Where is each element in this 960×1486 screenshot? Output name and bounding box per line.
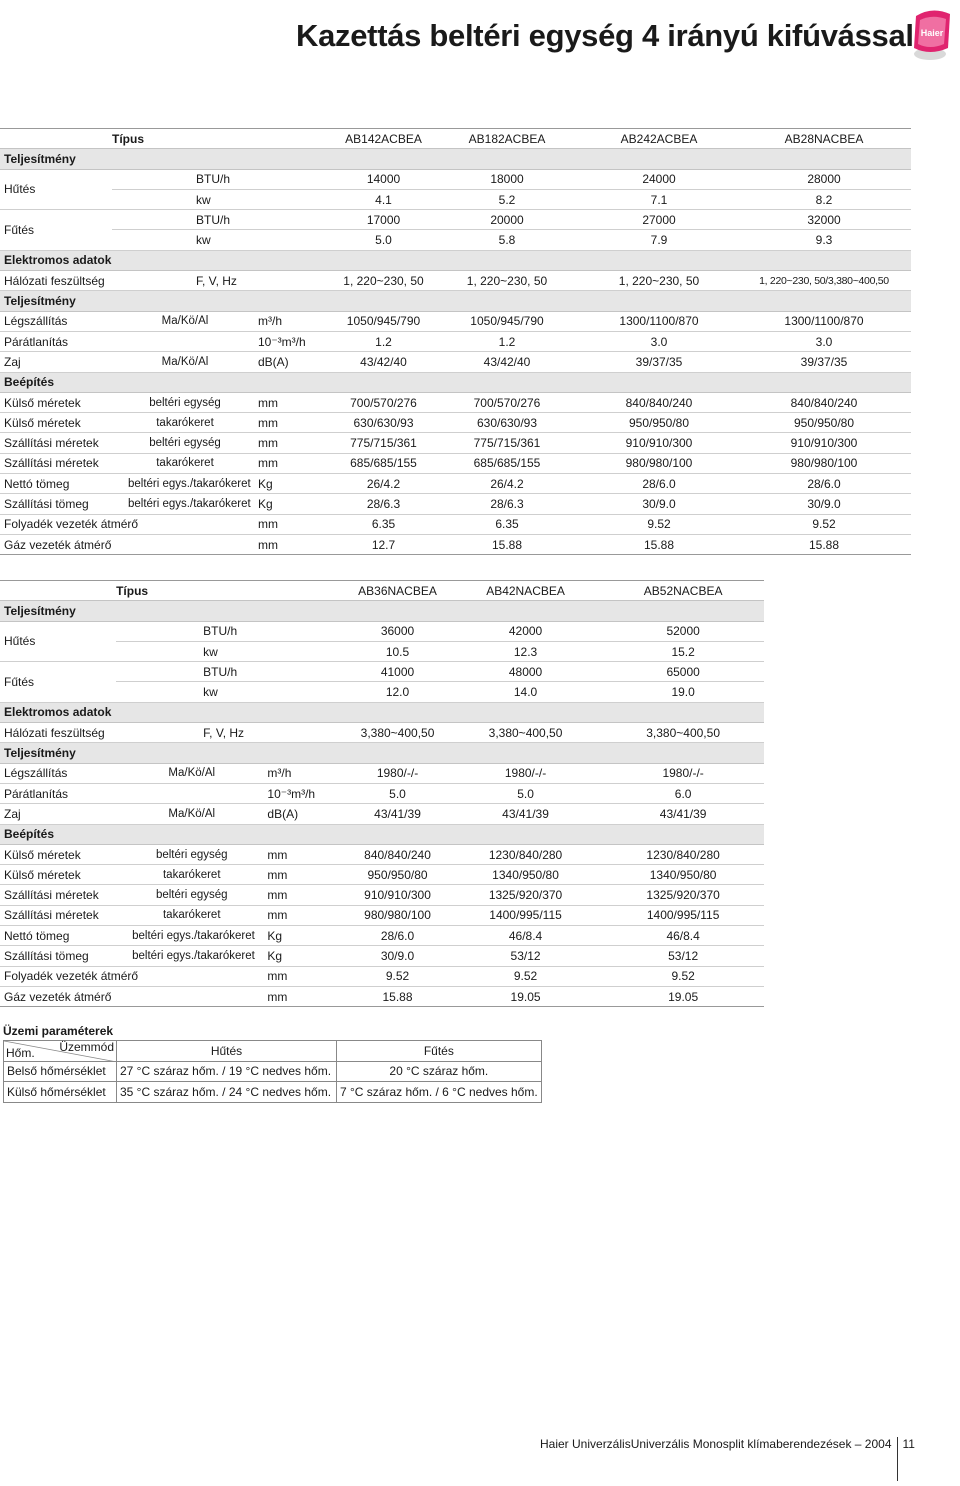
table-cell: Hálózati feszültség: [0, 271, 196, 291]
table-cell: Elektromos adatok: [0, 250, 911, 270]
col-futes: Fűtés: [337, 1041, 542, 1062]
table-cell: Külső méretek: [0, 865, 116, 885]
table-cell: 980/980/100: [737, 453, 911, 473]
table-cell: [116, 621, 203, 641]
table-cell: 28/6.0: [581, 474, 737, 494]
section-header: [0, 372, 911, 392]
table-cell: dB(A): [258, 352, 334, 372]
table-cell: 42000: [449, 621, 602, 641]
table-cell: Kg: [258, 474, 334, 494]
table-cell: Teljesítmény: [0, 743, 764, 763]
table-cell: 14.0: [449, 682, 602, 702]
table-cell: 28/6.0: [346, 926, 449, 946]
table-cell: mm: [258, 413, 334, 433]
table-cell: 1300/1100/870: [737, 311, 911, 331]
table-cell: Szállítási méretek: [0, 885, 116, 905]
table-cell: 28/6.0: [737, 474, 911, 494]
table-row: [0, 352, 911, 372]
table-cell: Gáz vezeték átmérő: [0, 986, 267, 1006]
table-cell: 5.0: [449, 783, 602, 803]
table-cell: 775/715/361: [334, 433, 433, 453]
table-cell: 950/950/80: [346, 865, 449, 885]
table-cell: 1.2: [334, 331, 433, 351]
table-row: [0, 271, 911, 291]
table-cell: 20000: [433, 210, 581, 230]
table-cell: Teljesítmény: [0, 601, 764, 621]
table-cell: kw: [203, 682, 267, 702]
table-row: [0, 885, 764, 905]
ops-row: [4, 1061, 542, 1082]
table-cell: mm: [267, 905, 346, 925]
spec-table-2: [0, 580, 764, 1007]
table-cell: [258, 230, 334, 250]
table-cell: 630/630/93: [433, 413, 581, 433]
table-cell: 1, 220~230, 50: [334, 271, 433, 291]
table-cell: 43/41/39: [449, 804, 602, 824]
table-cell: 43/41/39: [602, 804, 764, 824]
footer-text: Haier UniverzálisUniverzális Monosplit klímaberendezések – 2004: [540, 1437, 892, 1451]
table-cell: takarókeret: [116, 905, 267, 925]
table-cell: 9.52: [602, 966, 764, 986]
logo-text: Haier: [920, 28, 944, 38]
table-row: [0, 723, 764, 743]
table-cell: [267, 682, 346, 702]
table-cell: Beépítés: [0, 372, 911, 392]
table-cell: Ma/Kö/Al: [116, 804, 267, 824]
table-cell: Nettó tömeg: [0, 926, 116, 946]
table-cell: 685/685/155: [433, 453, 581, 473]
table-row: [0, 844, 764, 864]
haier-logo: [906, 6, 956, 64]
table-cell: mm: [258, 534, 334, 554]
table-cell: 43/42/40: [433, 352, 581, 372]
table-cell: beltéri egys./takarókeret: [116, 946, 267, 966]
table-cell: 9.52: [449, 966, 602, 986]
table-row: [0, 169, 911, 189]
table-cell: beltéri egys./takarókeret: [116, 926, 267, 946]
table-cell: 30/9.0: [737, 494, 911, 514]
table-cell: m³/h: [258, 311, 334, 331]
table-cell: Nettó tömeg: [0, 474, 112, 494]
section-header: [0, 250, 911, 270]
table-cell: Ma/Kö/Al: [112, 352, 258, 372]
col-hutes: Hűtés: [117, 1041, 337, 1062]
mode-label: Üzemmód: [59, 1040, 114, 1054]
table-cell: 10⁻³m³/h: [267, 783, 346, 803]
table-cell: 65000: [602, 662, 764, 682]
table-cell: Szállítási méretek: [0, 905, 116, 925]
table-cell: [116, 682, 203, 702]
model-name: AB36NACBEA: [346, 581, 449, 601]
model-name: AB182ACBEA: [433, 129, 581, 149]
table-cell: mm: [258, 453, 334, 473]
section-header: [0, 149, 911, 169]
model-name: AB28NACBEA: [737, 129, 911, 149]
table-cell: 46/8.4: [449, 926, 602, 946]
table-cell: dB(A): [267, 804, 346, 824]
table-cell: [116, 662, 203, 682]
table-cell: m³/h: [267, 763, 346, 783]
diagonal-header-cell: [4, 1041, 117, 1062]
table-cell: Zaj: [0, 352, 112, 372]
table-cell: BTU/h: [196, 169, 258, 189]
table-cell: 26/4.2: [433, 474, 581, 494]
model-name: AB52NACBEA: [602, 581, 764, 601]
table-cell: 10.5: [346, 641, 449, 661]
table-cell: 5.8: [433, 230, 581, 250]
table-cell: mm: [267, 986, 346, 1006]
table-cell: 840/840/240: [737, 392, 911, 412]
table-cell: Légszállítás: [0, 311, 112, 331]
table-cell: 910/910/300: [581, 433, 737, 453]
table-cell: 32000: [737, 210, 911, 230]
table-cell: 9.3: [737, 230, 911, 250]
section-header: [0, 291, 911, 311]
table-cell: [112, 189, 196, 209]
table-row: [0, 331, 911, 351]
table-cell: Teljesítmény: [0, 291, 911, 311]
table-row: [0, 311, 911, 331]
table-cell: 700/570/276: [433, 392, 581, 412]
spec-table-1: [0, 128, 911, 555]
table-cell: [267, 621, 346, 641]
table-cell: kw: [196, 230, 258, 250]
table-cell: 28/6.3: [433, 494, 581, 514]
table-cell: 3,380~400,50: [449, 723, 602, 743]
tipus-label: Típus: [116, 581, 346, 601]
table-cell: Külső hőmérséklet: [4, 1082, 117, 1103]
table-cell: 910/910/300: [346, 885, 449, 905]
table-cell: Hűtés: [0, 621, 116, 662]
table-cell: 10⁻³m³/h: [258, 331, 334, 351]
table-cell: F, V, Hz: [203, 723, 346, 743]
table-cell: 43/42/40: [334, 352, 433, 372]
table-cell: [112, 331, 258, 351]
table-cell: mm: [258, 433, 334, 453]
operating-params-table: [3, 1040, 542, 1103]
table-cell: Teljesítmény: [0, 149, 911, 169]
table-cell: 5.0: [346, 783, 449, 803]
table-row: [0, 453, 911, 473]
table-header-row: [0, 581, 764, 601]
table-cell: Szállítási tömeg: [0, 494, 112, 514]
table-cell: 8.2: [737, 189, 911, 209]
table-cell: 840/840/240: [581, 392, 737, 412]
page-footer: [540, 1437, 915, 1481]
table-cell: 27 °C száraz hőm. / 19 °C nedves hőm.: [117, 1061, 337, 1082]
table-cell: 950/950/80: [581, 413, 737, 433]
table-cell: Elektromos adatok: [0, 702, 764, 722]
table-cell: Párátlanítás: [0, 331, 112, 351]
table-cell: 35 °C száraz hőm. / 24 °C nedves hőm.: [117, 1082, 337, 1103]
table-cell: 950/950/80: [737, 413, 911, 433]
table-cell: Szállítási tömeg: [0, 946, 116, 966]
table-cell: 3.0: [581, 331, 737, 351]
table-cell: 53/12: [449, 946, 602, 966]
table-cell: [0, 129, 112, 149]
table-row: [0, 865, 764, 885]
table-cell: 18000: [433, 169, 581, 189]
table-cell: 19.05: [449, 986, 602, 1006]
table-cell: 26/4.2: [334, 474, 433, 494]
table-cell: 1300/1100/870: [581, 311, 737, 331]
table-cell: 1230/840/280: [602, 844, 764, 864]
table-row: [0, 433, 911, 453]
table-cell: 1400/995/115: [602, 905, 764, 925]
table-cell: 3.0: [737, 331, 911, 351]
table-cell: 15.2: [602, 641, 764, 661]
table-cell: 1325/920/370: [602, 885, 764, 905]
table-cell: 41000: [346, 662, 449, 682]
table-cell: 15.88: [346, 986, 449, 1006]
table-cell: Külső méretek: [0, 413, 112, 433]
table-cell: 7 °C száraz hőm. / 6 °C nedves hőm.: [337, 1082, 542, 1103]
table-cell: kw: [196, 189, 258, 209]
table-cell: 1400/995/115: [449, 905, 602, 925]
table-cell: takarókeret: [112, 413, 258, 433]
table-cell: 6.35: [334, 514, 433, 534]
table-cell: 1340/950/80: [449, 865, 602, 885]
table-cell: Fűtés: [0, 662, 116, 703]
model-name: AB142ACBEA: [334, 129, 433, 149]
table-cell: Párátlanítás: [0, 783, 116, 803]
table-cell: 19.05: [602, 986, 764, 1006]
table-cell: 775/715/361: [433, 433, 581, 453]
tipus-label: Típus: [112, 129, 334, 149]
table-cell: 700/570/276: [334, 392, 433, 412]
table-row: [0, 662, 764, 682]
table-cell: [112, 210, 196, 230]
table-cell: mm: [267, 885, 346, 905]
table-cell: 27000: [581, 210, 737, 230]
section-header: [0, 743, 764, 763]
table-cell: 46/8.4: [602, 926, 764, 946]
table-cell: Kg: [267, 946, 346, 966]
table-cell: 28000: [737, 169, 911, 189]
table-row: [0, 926, 764, 946]
table-cell: Gáz vezeték átmérő: [0, 534, 258, 554]
table-cell: mm: [258, 514, 334, 534]
table-cell: [0, 581, 116, 601]
table-cell: 1980/-/-: [602, 763, 764, 783]
table-cell: 1, 220~230, 50: [433, 271, 581, 291]
table-cell: 53/12: [602, 946, 764, 966]
table-cell: Szállítási méretek: [0, 433, 112, 453]
table-cell: 15.88: [581, 534, 737, 554]
table-cell: 39/37/35: [581, 352, 737, 372]
table-cell: [258, 210, 334, 230]
table-cell: 28/6.3: [334, 494, 433, 514]
table-row: [0, 494, 911, 514]
table-cell: 30/9.0: [346, 946, 449, 966]
table-row: [0, 966, 764, 986]
table-cell: 1980/-/-: [449, 763, 602, 783]
table-cell: 1050/945/790: [334, 311, 433, 331]
table-cell: [258, 189, 334, 209]
table-cell: BTU/h: [196, 210, 258, 230]
table-cell: Légszállítás: [0, 763, 116, 783]
table-row: [0, 946, 764, 966]
table-cell: 980/980/100: [346, 905, 449, 925]
table-cell: 1, 220~230, 50: [581, 271, 737, 291]
table-row: [0, 621, 764, 641]
ops-header-row: [4, 1041, 542, 1062]
table-row: [0, 763, 764, 783]
table-cell: Külső méretek: [0, 844, 116, 864]
table-cell: mm: [267, 865, 346, 885]
table-cell: mm: [258, 392, 334, 412]
table-cell: beltéri egys./takarókeret: [112, 474, 258, 494]
table-cell: 685/685/155: [334, 453, 433, 473]
table-cell: kw: [203, 641, 267, 661]
ops-row: [4, 1082, 542, 1103]
row-label: Hűtés: [0, 169, 112, 210]
table-row: [0, 230, 911, 250]
section-header: [0, 702, 764, 722]
table-header-row: [0, 129, 911, 149]
table-cell: 20 °C száraz hőm.: [337, 1061, 542, 1082]
section-header: [0, 824, 764, 844]
model-name: AB42NACBEA: [449, 581, 602, 601]
page-title: Kazettás beltéri egység 4 irányú kifúvással: [296, 18, 914, 53]
table-cell: beltéri egys./takarókeret: [112, 494, 258, 514]
table-cell: [116, 783, 267, 803]
table-cell: 5.0: [334, 230, 433, 250]
table-cell: [112, 230, 196, 250]
table-row: [0, 210, 911, 230]
table-cell: 1.2: [433, 331, 581, 351]
table-cell: 6.0: [602, 783, 764, 803]
table-cell: 17000: [334, 210, 433, 230]
table-cell: 840/840/240: [346, 844, 449, 864]
model-name: AB242ACBEA: [581, 129, 737, 149]
table-cell: Külső méretek: [0, 392, 112, 412]
table-cell: BTU/h: [203, 621, 267, 641]
table-cell: Ma/Kö/Al: [116, 763, 267, 783]
table-cell: 3,380~400,50: [346, 723, 449, 743]
table-cell: 1980/-/-: [346, 763, 449, 783]
table-cell: [258, 169, 334, 189]
table-row: [0, 392, 911, 412]
table-cell: 910/910/300: [737, 433, 911, 453]
row-label: Fűtés: [0, 210, 112, 251]
table-cell: Ma/Kö/Al: [112, 311, 258, 331]
table-cell: takarókeret: [116, 865, 267, 885]
table-cell: 4.1: [334, 189, 433, 209]
table-row: [0, 905, 764, 925]
table-row: [0, 534, 911, 554]
table-cell: 30/9.0: [581, 494, 737, 514]
table-cell: mm: [267, 966, 346, 986]
table-cell: Beépítés: [0, 824, 764, 844]
table-row: [0, 474, 911, 494]
table-cell: 1230/840/280: [449, 844, 602, 864]
table-cell: 12.3: [449, 641, 602, 661]
table-cell: [116, 641, 203, 661]
table-cell: 43/41/39: [346, 804, 449, 824]
table-cell: 1, 220~230, 50/3,380~400,50: [737, 271, 911, 291]
table-cell: 15.88: [737, 534, 911, 554]
page-number: 11: [897, 1437, 915, 1481]
table-cell: beltéri egység: [116, 844, 267, 864]
table-cell: beltéri egység: [112, 392, 258, 412]
table-cell: 24000: [581, 169, 737, 189]
section-header: [0, 601, 764, 621]
table-cell: 52000: [602, 621, 764, 641]
table-cell: 1050/945/790: [433, 311, 581, 331]
table-cell: beltéri egység: [116, 885, 267, 905]
table-cell: Folyadék vezeték átmérő: [0, 514, 258, 534]
table-cell: 7.9: [581, 230, 737, 250]
table-cell: Kg: [267, 926, 346, 946]
table-cell: 3,380~400,50: [602, 723, 764, 743]
table-cell: beltéri egység: [112, 433, 258, 453]
table-row: [0, 783, 764, 803]
table-cell: 12.7: [334, 534, 433, 554]
table-cell: 630/630/93: [334, 413, 433, 433]
table-cell: 48000: [449, 662, 602, 682]
table-cell: 6.35: [433, 514, 581, 534]
temp-label: Hőm.: [6, 1045, 35, 1060]
table-cell: [112, 169, 196, 189]
table-cell: Belső hőmérséklet: [4, 1061, 117, 1082]
table-cell: 7.1: [581, 189, 737, 209]
table-row: [0, 804, 764, 824]
table-cell: 15.88: [433, 534, 581, 554]
table-cell: 14000: [334, 169, 433, 189]
table-cell: F, V, Hz: [196, 271, 334, 291]
table-cell: 19.0: [602, 682, 764, 702]
table-cell: 1325/920/370: [449, 885, 602, 905]
table-cell: 5.2: [433, 189, 581, 209]
table-cell: 1340/950/80: [602, 865, 764, 885]
table-cell: Szállítási méretek: [0, 453, 112, 473]
table-cell: [267, 641, 346, 661]
table-cell: Zaj: [0, 804, 116, 824]
table-cell: Hálózati feszültség: [0, 723, 203, 743]
table-cell: 36000: [346, 621, 449, 641]
table-cell: BTU/h: [203, 662, 267, 682]
table-cell: 9.52: [346, 966, 449, 986]
table-cell: Folyadék vezeték átmérő: [0, 966, 267, 986]
table-cell: [267, 662, 346, 682]
table-cell: 12.0: [346, 682, 449, 702]
table-row: [0, 413, 911, 433]
table-row: [0, 189, 911, 209]
table-row: [0, 986, 764, 1006]
table-cell: mm: [267, 844, 346, 864]
operating-params-title: Üzemi paraméterek: [3, 1024, 114, 1038]
table-cell: Kg: [258, 494, 334, 514]
table-cell: 9.52: [737, 514, 911, 534]
table-cell: 39/37/35: [737, 352, 911, 372]
table-cell: 9.52: [581, 514, 737, 534]
table-cell: takarókeret: [112, 453, 258, 473]
table-cell: 980/980/100: [581, 453, 737, 473]
table-row: [0, 514, 911, 534]
